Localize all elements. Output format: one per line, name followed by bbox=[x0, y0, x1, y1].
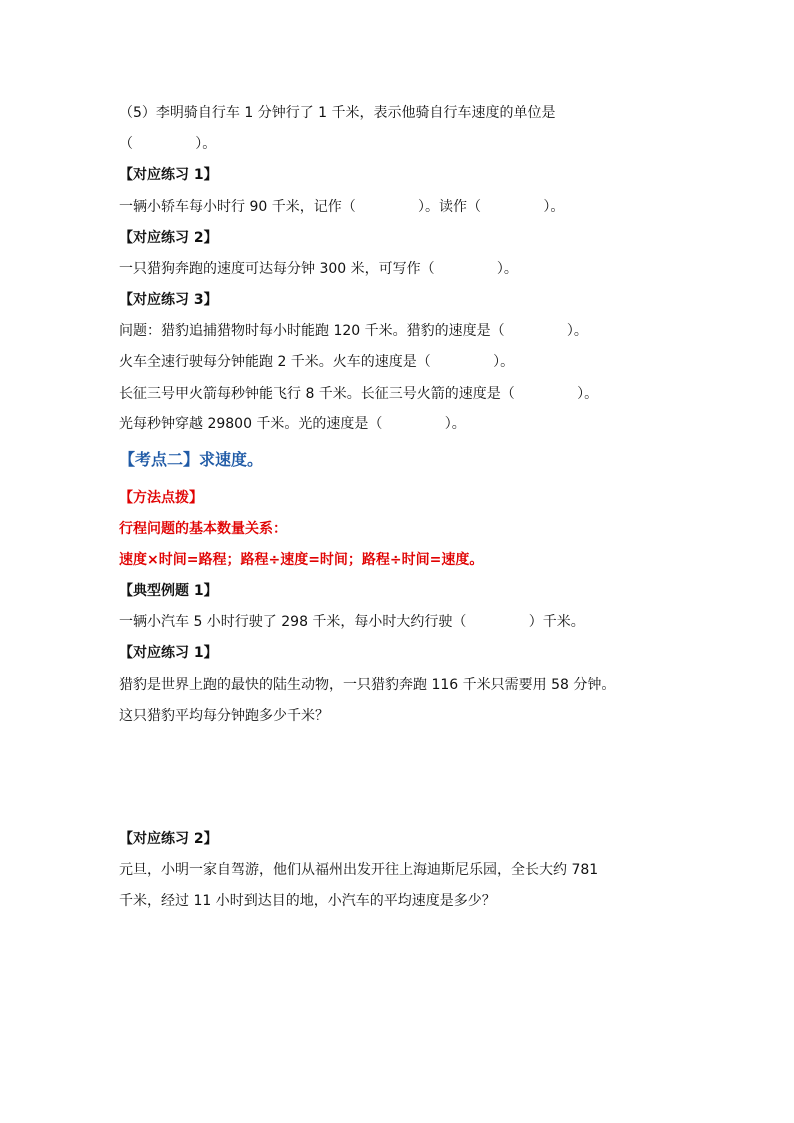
question-5-line-1: （5）李明骑自行车 1 分钟行了 1 千米，表示他骑自行车速度的单位是 bbox=[119, 105, 556, 121]
example-text: 一辆小汽车 5 小时行驶了 298 千米，每小时大约行驶（ ）千米。 bbox=[119, 614, 585, 630]
topic-heading: 【考点二】求速度。 bbox=[119, 450, 264, 469]
exercise-text: 猎豹是世界上跑的最快的陆生动物，一只猎豹奔跑 116 千米只需要用 58 分钟。 bbox=[119, 677, 616, 693]
section-heading: 【对应练习 1】 bbox=[119, 645, 218, 661]
method-formula: 速度×时间=路程；路程÷速度=时间；路程÷时间=速度。 bbox=[119, 552, 484, 568]
exercise-text: 千米，经过 11 小时到达目的地，小汽车的平均速度是多少？ bbox=[119, 893, 496, 909]
exercise-text: 光每秒钟穿越 29800 千米。光的速度是（ ）。 bbox=[119, 416, 466, 432]
exercise-text: 问题：猎豹追捕猎物时每小时能跑 120 千米。猎豹的速度是（ ）。 bbox=[119, 323, 588, 339]
section-heading: 【对应练习 3】 bbox=[119, 292, 218, 308]
section-heading: 【典型例题 1】 bbox=[119, 583, 218, 599]
method-text: 行程问题的基本数量关系： bbox=[119, 521, 287, 537]
section-heading: 【对应练习 1】 bbox=[119, 167, 218, 183]
exercise-text: 一辆小轿车每小时行 90 千米，记作（ ）。读作（ ）。 bbox=[119, 199, 565, 215]
exercise-text: 这只猎豹平均每分钟跑多少千米？ bbox=[119, 708, 329, 724]
method-heading: 【方法点拨】 bbox=[119, 490, 203, 506]
exercise-text: 长征三号甲火箭每秒钟能飞行 8 千米。长征三号火箭的速度是（ ）。 bbox=[119, 386, 599, 402]
question-5-line-2: （ ）。 bbox=[119, 136, 217, 152]
exercise-text: 一只猎狗奔跑的速度可达每分钟 300 米，可写作（ ）。 bbox=[119, 261, 518, 277]
exercise-text: 元旦，小明一家自驾游，他们从福州出发开往上海迪斯尼乐园，全长大约 781 bbox=[119, 862, 599, 878]
section-heading: 【对应练习 2】 bbox=[119, 230, 218, 246]
section-heading: 【对应练习 2】 bbox=[119, 831, 218, 847]
exercise-text: 火车全速行驶每分钟能跑 2 千米。火车的速度是（ ）。 bbox=[119, 354, 515, 370]
